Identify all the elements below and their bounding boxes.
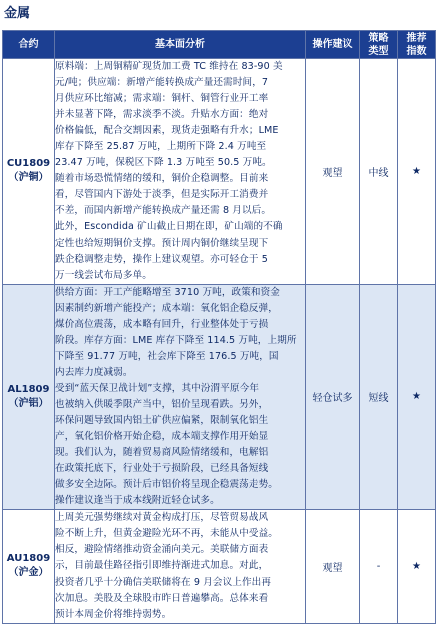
contract-name: （沪金）	[8, 567, 49, 579]
contract-code: AU1809	[6, 553, 51, 565]
contract-code: AL1809	[7, 383, 50, 395]
analysis-line: 价格偏低，配合交割因素，现货走强略有升水；LME	[55, 125, 279, 137]
analysis-line: 原料端：上周铜精矿现货加工费 TC 维持在 83-90 美	[55, 61, 283, 72]
contract-name: （沪铝）	[8, 397, 49, 409]
analysis-line: 因素制约新增产能投产；成本端：氧化铝企稳反弹，	[55, 302, 278, 314]
analysis-cell	[55, 59, 306, 285]
analysis-line: 供给方面：开工产能略增至 3710 万吨，政策和资金	[55, 286, 280, 298]
analysis-cell	[55, 510, 306, 623]
advice-cell: 观望	[306, 510, 360, 623]
analysis-line: 月供应环比缩减；需求端：铜杆、铜管行业开工率	[55, 93, 269, 105]
analysis-line: 23.47 万吨，保税区下降 1.3 万吨至 50.5 万吨。	[55, 157, 272, 169]
contract-cell	[3, 284, 55, 510]
analysis-line: 现。我们认为，随着贸易商风险情绪缓和，电解铝	[55, 447, 269, 459]
analysis-line: 内去库力度减弱。	[55, 366, 133, 378]
contract-cell	[3, 510, 55, 623]
header-contract: 合约	[3, 31, 55, 59]
header-advice: 操作建议	[306, 31, 360, 59]
rating-star-icon: ★	[398, 510, 436, 623]
contract-cell	[3, 59, 55, 285]
analysis-line: 在政策托底下，行业处于亏损阶段，已经具备短线	[55, 463, 269, 475]
analysis-line: 受到“蓝天保卫战计划”支撑，其中汾渭平原今年	[55, 382, 260, 394]
strategy-cell: 短线	[360, 284, 398, 510]
analysis-line: 定性也给短期铜价支撑。预计周内铜价继续呈现下	[55, 237, 269, 249]
advice-cell: 轻仓试多	[306, 284, 360, 510]
table-row-al	[3, 284, 436, 510]
contract-code: CU1809	[6, 158, 51, 170]
table-row-au	[3, 510, 436, 623]
rating-star-icon: ★	[398, 59, 436, 285]
analysis-line: 库存下降至 25.87 万吨，上期所下降 2.4 万吨至	[55, 141, 267, 153]
rating-star-icon: ★	[398, 284, 436, 510]
analysis-line: 也被纳入供暖季限产当中，铝价呈现看跌。另外，	[55, 398, 269, 410]
header-strategy-line1: 策略	[368, 32, 389, 44]
analysis-line: 相反，避险情绪推动资金涌向美元。美联储方面表	[55, 544, 269, 556]
header-strategy-line2: 类型	[368, 45, 389, 57]
analysis-line: 并未显著下降，需求淡季不淡。升贴水方面：绝对	[55, 109, 269, 121]
strategy-cell: 中线	[360, 59, 398, 285]
analysis-line: 次加息。美股及全球股市昨日普遍攀高。总体来看	[55, 592, 269, 604]
analysis-line: 阶段。库存方面：LME 库存下降至 114.5 万吨，上期所	[55, 334, 297, 346]
header-rating-line1: 推荐	[406, 32, 427, 44]
analysis-line: 下降至 91.77 万吨，社会库下降至 176.5 万吨，国	[55, 350, 279, 362]
analysis-line: 此外，Escondida 矿山截止日期在即，矿山端的不确	[55, 221, 283, 233]
table-row-cu	[3, 59, 436, 285]
analysis-line: 元/吨；供应端：新增产能转换成产量还需时间，7	[55, 77, 269, 89]
analysis-line: 上周美元强势继续对黄金构成打压，尽管贸易战风	[55, 512, 269, 524]
header-strategy	[360, 31, 398, 59]
contract-name: （沪铜）	[8, 172, 49, 184]
analysis-line: 产，氧化铝价格开始企稳，成本端支撑作用开始显	[55, 431, 269, 443]
metals-table	[2, 30, 436, 624]
section-title: 金属	[4, 6, 31, 21]
analysis-line: 环保问题导致国内铝土矿供应偏紧，限制氧化铝生	[55, 415, 269, 427]
strategy-cell: -	[360, 510, 398, 623]
analysis-line: 险不断上升，但黄金避险光环不再，未能从中受益。	[55, 528, 278, 540]
analysis-line: 不差，而国内新增产能转换成产量还需 8 月以后。	[55, 205, 272, 217]
header-analysis: 基本面分析	[55, 31, 306, 59]
analysis-line: 万一线尝试布局多单。	[55, 269, 152, 281]
header-rating	[398, 31, 436, 59]
header-row	[3, 31, 436, 59]
analysis-line: 做多安全边际。预计后市铝价将呈现企稳震荡走势。	[55, 479, 278, 491]
analysis-line: 操作建议逢当于成本线附近轻仓试多。	[55, 495, 220, 507]
header-rating-line2: 指数	[406, 45, 427, 57]
analysis-line: 投资者几乎十分确信美联储将在 9 月会议上作出再	[55, 576, 272, 588]
analysis-line: 随着市场恐慌情绪的缓和，铜价企稳调整。目前来	[55, 173, 269, 185]
analysis-cell	[55, 284, 306, 510]
analysis-line: 预计本周金价将维持弱势。	[55, 608, 172, 620]
analysis-line: 看，尽管国内下游处于淡季，但是实际开工消费并	[55, 189, 269, 201]
analysis-line: 示，目前最佳路径指引即维持渐进式加息。对此，	[55, 560, 269, 572]
analysis-line: 跌企稳调整走势，操作上建议观望。亦可轻仓于 5	[55, 253, 268, 265]
advice-cell: 观望	[306, 59, 360, 285]
analysis-line: 煤价高位震荡，成本略有回升，行业整体处于亏损	[55, 318, 269, 330]
